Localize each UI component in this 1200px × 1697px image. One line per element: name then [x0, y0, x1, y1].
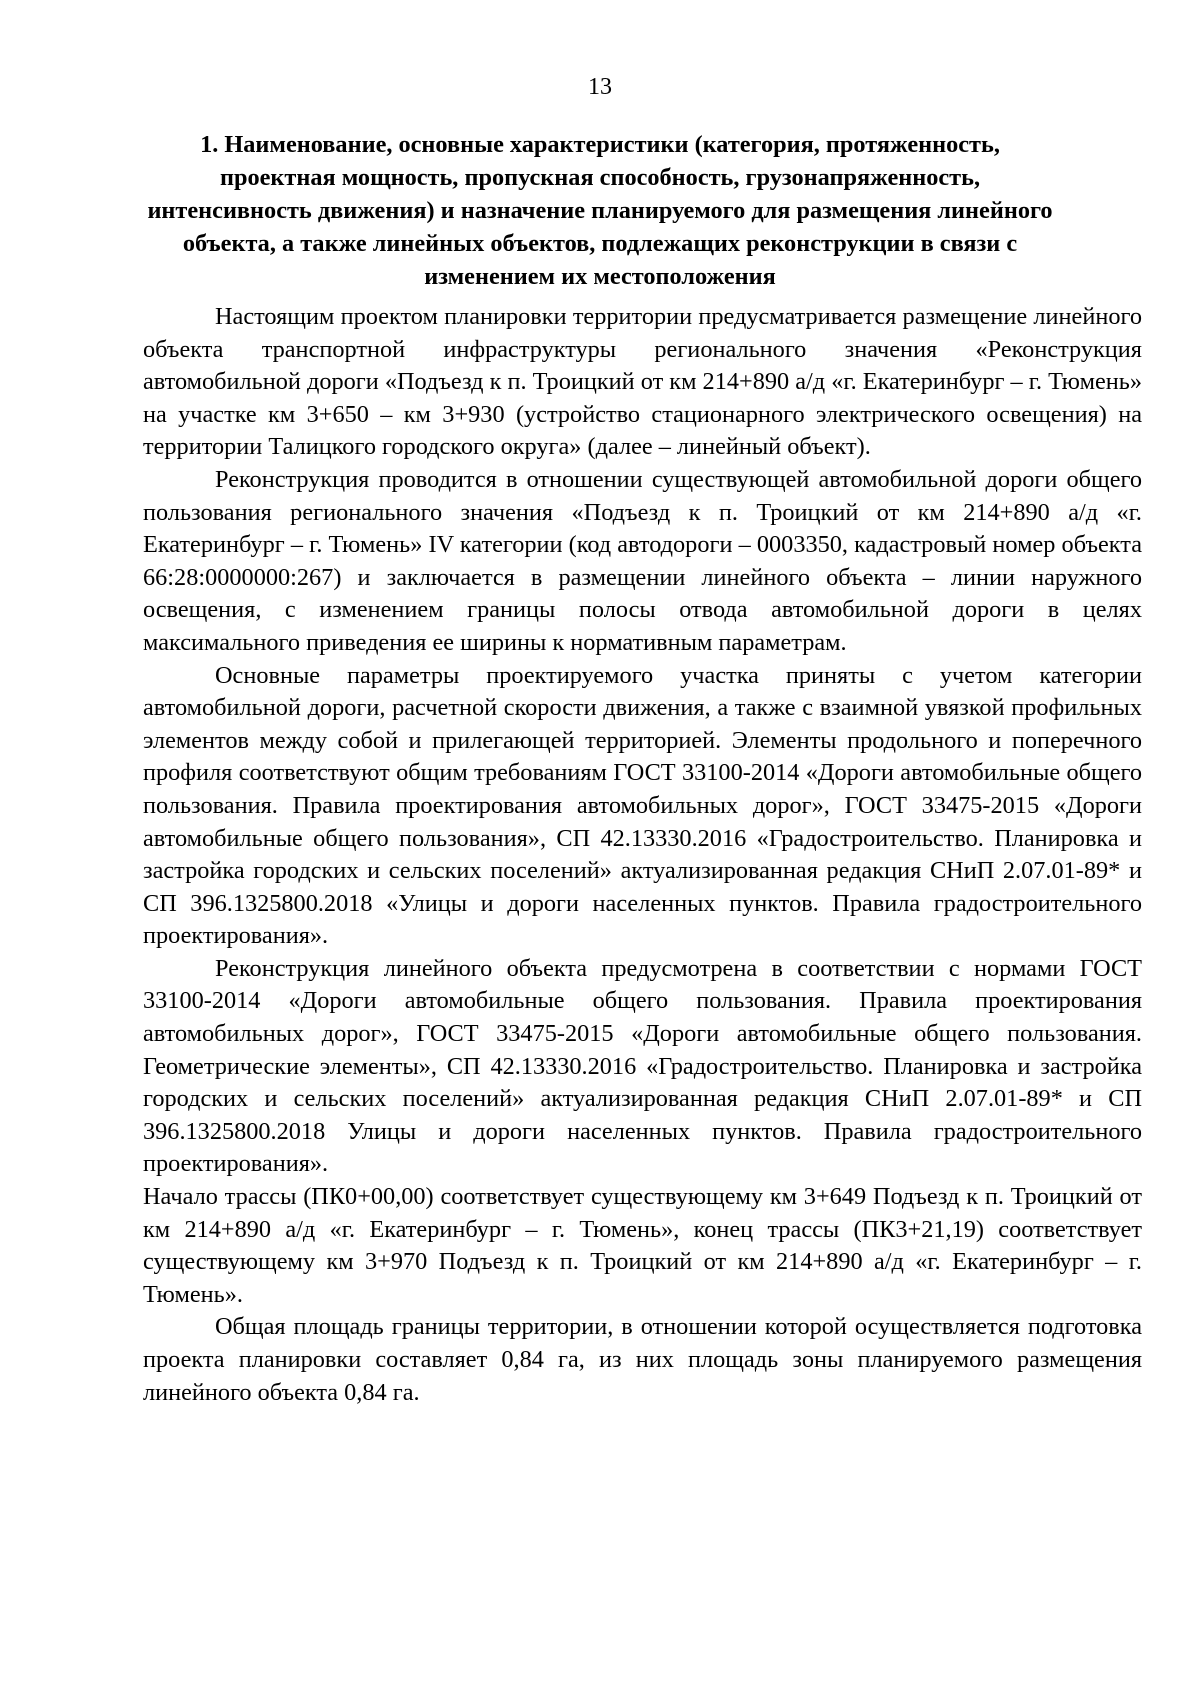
document-body [143, 301, 1142, 1409]
page-number: 13 [588, 74, 612, 100]
paragraph-route-start-end: Начало трассы (ПК0+00,00) соответствует существующему км 3+649 Подъезд к п. Троицкий от км 214+890 а/д «г. Екатеринбург – г. Тюмень», конец трассы (ПК3+21,19) соответствует существующему км 3+970 Подъезд к п. Троицкий от км 214+890 а/д «г. Екатеринбург – г. Тюмень». [143, 1183, 1142, 1308]
paragraph-reconstruction-object: Реконструкция проводится в отношении существующей автомобильной дороги общего пользования регионального значения «Подъезд к п. Троицкий от км 214+890 а/д «г. Екатеринбург – г. Тюмень» IV категории (код автодороги – 0003350, кадастровый номер объекта 66:28:0000000:267) и заключается в размещении линейного объекта – линии наружного освещения, с изменением границы полосы отвода автомобильной дороги в целях максимального приведения ее ширины к нормативным параметрам. [143, 465, 1142, 656]
paragraph-project-scope: Настоящим проектом планировки территории предусматривается размещение линейного объекта транспортной инфраструктуры регионального значения «Реконструкция автомобильной дороги «Подъезд к п. Троицкий от км 214+890 а/д «г. Екатеринбург – г. Тюмень» на участке км 3+650 – км 3+930 (устройство стационарного электрического освещения) на территории Талицкого городского округа» (далее – линейный объект). [143, 303, 1142, 461]
paragraph-main-parameters: Основные параметры проектируемого участка приняты с учетом категории автомобильной дороги, расчетной скорости движения, а также с взаимной увязкой профильных элементов между собой и прилегающей территорией. Элементы продольного и поперечного профиля соответствуют общим требованиям ГОСТ 33100-2014 «Дороги автомобильные общего пользования. Правила проектирования автомобильных дорог», ГОСТ 33475-2015 «Дороги автомобильные общего пользования», СП 42.13330.2016 «Градостроительство. Планировка и застройка городских и сельских поселений» актуализированная редакция СНиП 2.07.01-89* и СП 396.1325800.2018 «Улицы и дороги населенных пунктов. Правила градостроительного проектирования». [143, 661, 1142, 950]
paragraph-reconstruction-norms: Реконструкция линейного объекта предусмотрена в соответствии с нормами ГОСТ 33100-2014 «Дороги автомобильные общего пользования. Правила проектирования автомобильных дорог», ГОСТ 33475-2015 «Дороги автомобильные общего пользования. Геометрические элементы», СП 42.13330.2016 «Градостроительство. Планировка и застройка городских и сельских поселений» актуализированная редакция СНиП 2.07.01-89* и СП 396.1325800.2018 Улицы и дороги населенных пунктов. Правила градостроительного проектирования». [143, 954, 1142, 1178]
section-heading: 1. Наименование, основные характеристики (категория, протяженность, проектная мощность, пропускная способность, грузонапряженность, интенсивность движения) и назначение планируемого для размещения линейного объекта, а также линейных объектов, подлежащих реконструкции в связи с изменением их местоположения [147, 131, 1053, 290]
paragraph-total-area: Общая площадь границы территории, в отношении которой осуществляется подготовка проекта планировки составляет 0,84 га, из них площадь зоны планируемого размещения линейного объекта 0,84 га. [143, 1313, 1142, 1406]
